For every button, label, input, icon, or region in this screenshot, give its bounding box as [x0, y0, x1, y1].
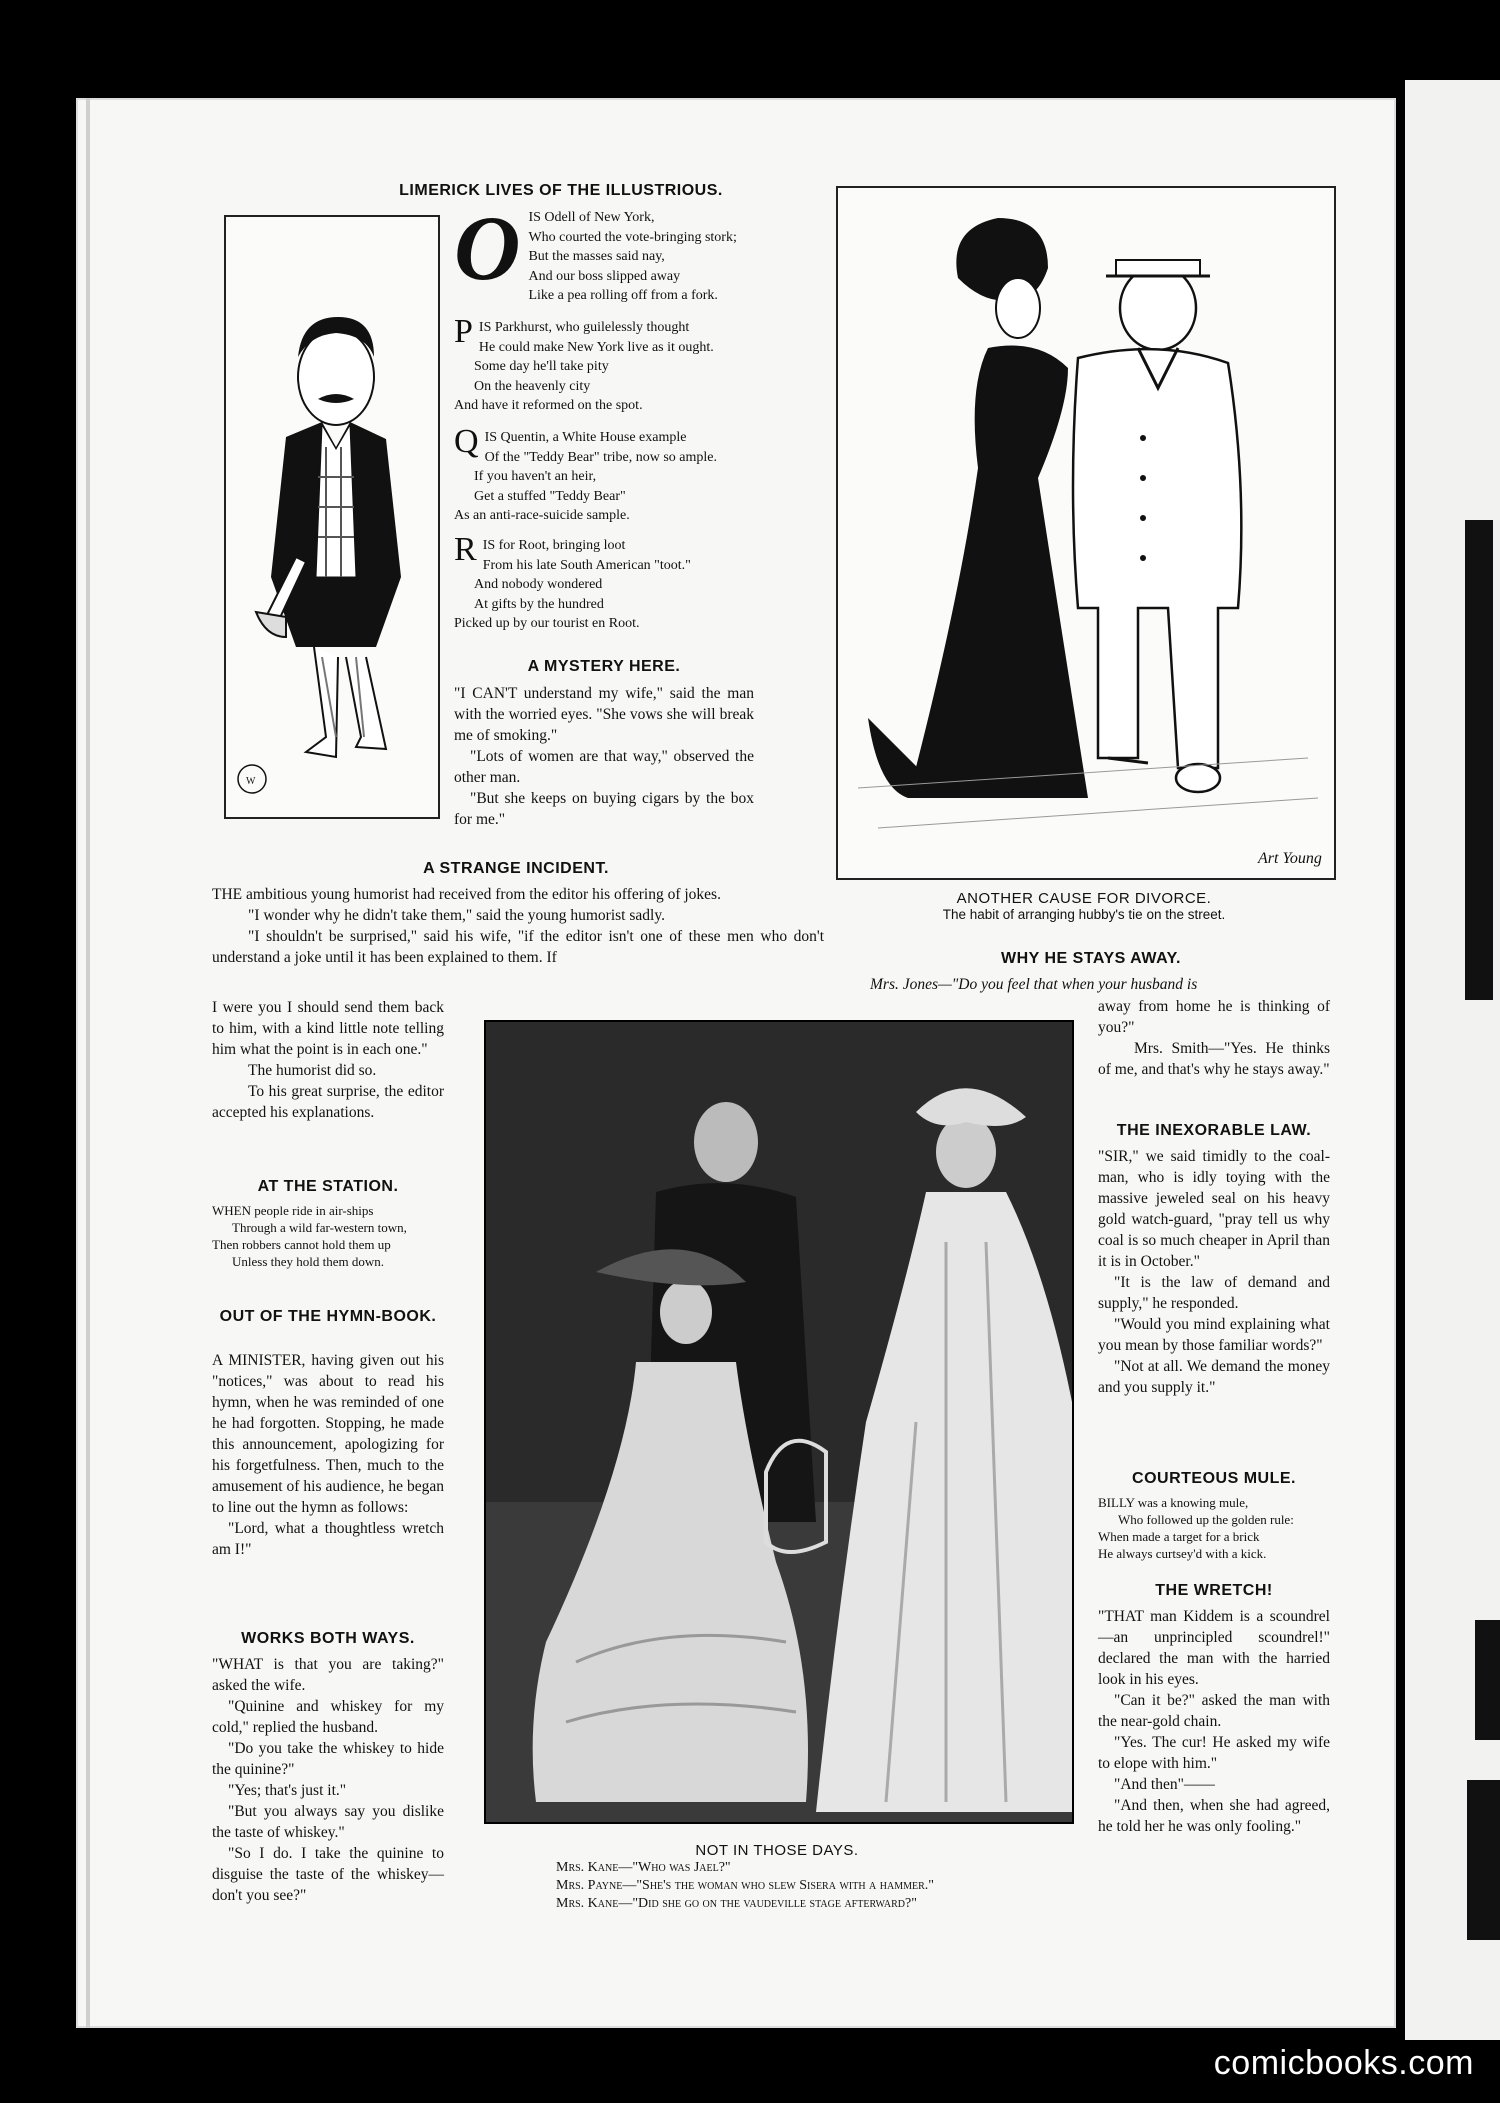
paragraph: "Would you mind explaining what you mean by those familiar words?"	[1098, 1316, 1330, 1354]
verse-line: And have it reformed on the spot.	[454, 398, 643, 413]
dialogue-line: Mrs. Kane—"Who was Jael?"	[556, 1860, 731, 1875]
law-title: THE INEXORABLE LAW.	[1116, 1122, 1312, 1139]
hymn-text	[212, 1350, 444, 1560]
dialogue-line: Mrs. Kane—"Did she go on the vaudeville stage afterward?"	[556, 1896, 917, 1911]
verse-line: At gifts by the hundred	[474, 596, 604, 612]
dropcap-o: O	[454, 197, 521, 299]
paragraph: "Lots of women are that way," observed the other man.	[454, 748, 754, 786]
paragraph: "But she keeps on buying cigars by the box for me."	[454, 790, 754, 828]
paragraph: "So I do. I take the quinine to disguise the taste of the whiskey—don't you see?"	[212, 1845, 444, 1904]
dropcap-p: P	[454, 313, 473, 350]
divorce-caption	[836, 890, 1332, 922]
verse-line: If you haven't an heir,	[474, 469, 597, 484]
works-title: WORKS BOTH WAYS.	[241, 1630, 415, 1647]
paragraph: To his great surprise, the editor accepted his explanations.	[212, 1083, 444, 1121]
artist-signature: Art Young	[1258, 850, 1322, 867]
law-text	[1098, 1146, 1330, 1398]
paragraph: "I shouldn't be surprised," said his wife, "if the editor isn't one of these men who don't understand a joke until it has been explained to them. If	[212, 928, 824, 966]
paragraph: Mrs. Jones—"Do you feel that when your husband is	[870, 976, 1198, 993]
verse-line: When made a target for a brick	[1098, 1529, 1260, 1544]
paragraph: "Lord, what a thoughtless wretch am I!"	[212, 1520, 444, 1558]
mystery-title: A MYSTERY HERE.	[527, 658, 681, 675]
verse-line: Who followed up the golden rule:	[1118, 1512, 1294, 1527]
limerick-q	[454, 423, 754, 526]
verse-line: IS for Root, bringing loot	[482, 538, 626, 553]
paragraph: "WHAT is that you are taking?" asked the wife.	[212, 1656, 444, 1694]
portrait-illustration-frame	[224, 215, 440, 819]
limerick-o	[454, 197, 744, 306]
paragraph: "Not at all. We demand the money and you supply it."	[1098, 1358, 1330, 1396]
verse-line: IS Parkhurst, who guilelessly thought	[478, 320, 690, 335]
verse-line: He could make New York live as it ought.	[478, 339, 714, 355]
verse-line: Of the "Teddy Bear" tribe, now so ample.	[484, 449, 718, 465]
days-dialogue	[484, 1859, 1070, 1913]
mystery-text	[454, 683, 754, 830]
verse-line: From his late South American "toot."	[482, 557, 691, 573]
verse-line: WHEN people ride in air-ships	[212, 1203, 374, 1218]
away-text-top	[870, 974, 1330, 995]
paragraph: "Can it be?" asked the man with the near-gold chain.	[1098, 1692, 1330, 1730]
verse-line: But the masses said nay,	[528, 249, 665, 264]
paragraph: "Quinine and whiskey for my cold," replied the husband.	[212, 1698, 444, 1736]
paragraph: "Yes; that's just it."	[228, 1782, 347, 1799]
magazine-page	[76, 98, 1396, 2028]
works-text	[212, 1654, 444, 1906]
verse-line: On the heavenly city	[474, 378, 591, 394]
parlor-scene-illustration	[484, 1020, 1074, 1824]
paragraph: away from home he is thinking of you?"	[1098, 998, 1330, 1036]
verse-line: And nobody wondered	[474, 577, 603, 592]
verse-line: Through a wild far-western town,	[232, 1220, 407, 1235]
dialogue-line: Mrs. Payne—"She's the woman who slew Sisera with a hammer."	[556, 1878, 934, 1893]
verse-line: IS Odell of New York,	[528, 210, 655, 225]
divorce-cartoon-frame	[836, 186, 1336, 880]
limerick-title: LIMERICK LIVES OF THE ILLUSTRIOUS.	[399, 182, 723, 199]
divorce-title: ANOTHER CAUSE FOR DIVORCE.	[956, 890, 1212, 907]
paragraph: "And then"——	[1114, 1776, 1215, 1793]
hymn-title: OUT OF THE HYMN-BOOK.	[219, 1308, 437, 1325]
paragraph: "Do you take the whiskey to hide the quinine?"	[212, 1740, 444, 1778]
paragraph: I were you I should send them back to him, with a kind little note telling him what the point is in each one."	[212, 999, 444, 1058]
strange-text-top	[212, 884, 824, 968]
paragraph: "It is the law of demand and supply," he responded.	[1098, 1274, 1330, 1312]
verse-line: He always curtsey'd with a kick.	[1098, 1546, 1267, 1561]
paragraph: "I wonder why he didn't take them," said the young humorist sadly.	[248, 907, 665, 924]
wretch-title: THE WRETCH!	[1155, 1582, 1273, 1599]
verse-line: Like a pea rolling off from a fork.	[528, 288, 718, 303]
dropcap-r: R	[454, 531, 477, 568]
strange-text-bottom	[212, 997, 444, 1123]
mule-verse	[1098, 1494, 1338, 1562]
paragraph: A MINISTER, having given out his "notices," was about to read his hymn, when he was reminded of one he had forgotten. Stopping, he made this announcement, apologizing for his forgetfulness. Then, much to the amusement of his audience, he began to line out the hymn as follows:	[212, 1352, 444, 1516]
divorce-subtitle: The habit of arranging hubby's tie on the street.	[942, 907, 1226, 922]
limerick-r	[454, 531, 754, 634]
days-title: NOT IN THOSE DAYS.	[695, 1842, 859, 1859]
verse-line: IS Quentin, a White House example	[484, 430, 687, 445]
verse-line: BILLY was a knowing mule,	[1098, 1495, 1249, 1510]
strange-title: A STRANGE INCIDENT.	[423, 860, 609, 877]
days-caption	[484, 1842, 1070, 1913]
dropcap-q: Q	[454, 423, 479, 460]
limerick-p	[454, 313, 754, 416]
mule-title: COURTEOUS MULE.	[1132, 1470, 1296, 1487]
three-figures-painting	[486, 1022, 1072, 1822]
wretch-text	[1098, 1606, 1330, 1837]
paragraph: "THAT man Kiddem is a scoundrel—an unprincipled scoundrel!" declared the man with the harried look in his eyes.	[1098, 1608, 1330, 1688]
verse-line: Some day he'll take pity	[474, 359, 609, 374]
paragraph: "And then, when she had agreed, he told her he was only fooling."	[1098, 1797, 1330, 1835]
verse-line: Get a stuffed "Teddy Bear"	[474, 488, 626, 504]
away-text-bottom	[1098, 996, 1330, 1080]
svg-text:W: W	[246, 776, 256, 787]
paragraph: "I CAN'T understand my wife," said the man with the worried eyes. "She vows she will break me of smoking."	[454, 685, 754, 744]
verse-line: Unless they hold them down.	[232, 1254, 385, 1269]
verse-line: Picked up by our tourist en Root.	[454, 616, 640, 631]
station-verse	[212, 1202, 452, 1270]
away-title: WHY HE STAYS AWAY.	[1000, 950, 1181, 967]
verse-line: Who courted the vote-bringing stork;	[528, 229, 737, 245]
paragraph: "Yes. The cur! He asked my wife to elope with him."	[1098, 1734, 1330, 1772]
verse-line: Then robbers cannot hold them up	[212, 1237, 391, 1252]
paragraph: "SIR," we said timidly to the coal-man, who is idly toying with the massive jeweled seal on his heavy gold watch-guard, "pray tell us why coal is so much cheaper in April than it is in October."	[1098, 1148, 1330, 1270]
adjacent-page-edge	[1405, 80, 1500, 2040]
paragraph: Mrs. Smith—"Yes. He thinks of me, and that's why he stays away."	[1098, 1040, 1330, 1078]
paragraph: The humorist did so.	[248, 1062, 377, 1079]
paragraph: THE ambitious young humorist had received from the editor his offering of jokes.	[212, 886, 721, 903]
verse-line: And our boss slipped away	[528, 268, 681, 284]
paragraph: "But you always say you dislike the taste of whiskey."	[212, 1803, 444, 1841]
station-title: AT THE STATION.	[257, 1178, 399, 1195]
site-watermark: comicbooks.com	[1213, 2044, 1474, 2082]
man-with-axe-illustration	[226, 217, 438, 817]
verse-line: As an anti-race-suicide sample.	[454, 508, 630, 523]
couple-tie-cartoon	[838, 188, 1334, 878]
